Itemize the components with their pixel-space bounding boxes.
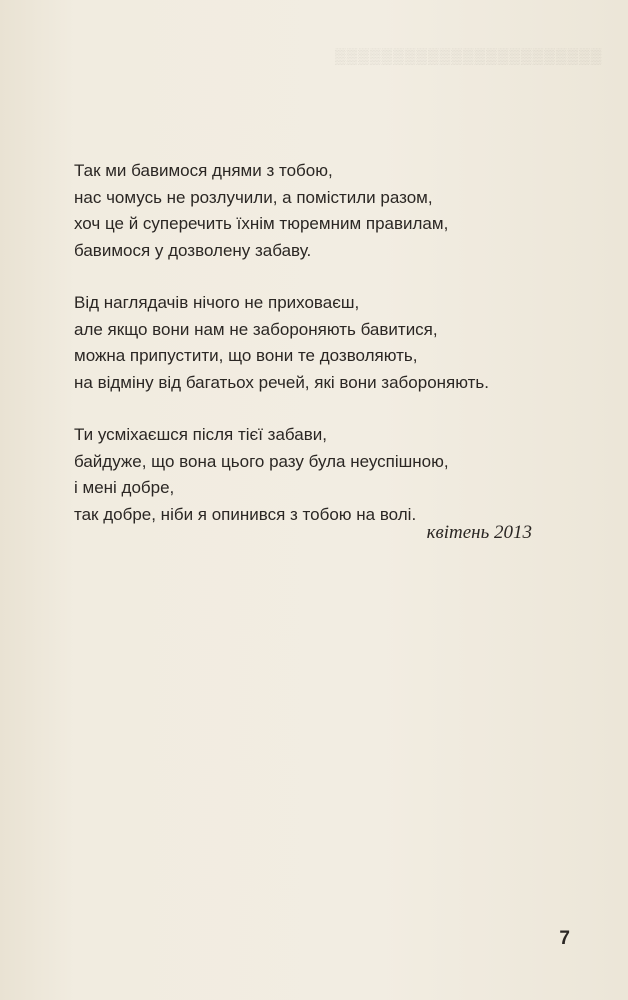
- poem-line: і мені добре,: [74, 478, 175, 497]
- poem-line: нас чомусь не розлучили, а помістили разом,: [74, 187, 433, 207]
- poem-stanza-1: [74, 158, 554, 264]
- poem-stanza-2: [74, 290, 554, 396]
- poem-line: Так ми бавимося днями з тобою,: [74, 161, 333, 180]
- poem-line: бавимося у дозволену забаву.: [74, 240, 312, 260]
- poem-line: на відміну від багатьох речей, які вони забороняють.: [74, 372, 489, 392]
- poem-line: Від наглядачів нічого не приховаєш,: [74, 293, 360, 312]
- page-number: 7: [559, 928, 570, 949]
- poem-stanza-3: [74, 422, 554, 528]
- poem-line: хоч це й суперечить їхнім тюремним правилам,: [74, 214, 449, 233]
- poem: [74, 158, 554, 554]
- poem-line: так добре, ніби я опинився з тобою на волі.: [74, 504, 417, 524]
- poem-line: можна припустити, що вони те дозволяють,: [74, 346, 418, 365]
- show-through-heading: ▒▒▒▒▒▒▒▒▒▒▒▒▒▒▒▒▒▒▒▒▒▒▒: [335, 49, 603, 65]
- poem-line: але якщо вони нам не забороняють бавитися,: [74, 319, 438, 339]
- poem-date: квітень 2013: [426, 522, 532, 543]
- poem-line: Ти усміхаєшся після тієї забави,: [74, 425, 327, 444]
- poem-line: байдуже, що вона цього разу була неуспішною,: [74, 451, 449, 471]
